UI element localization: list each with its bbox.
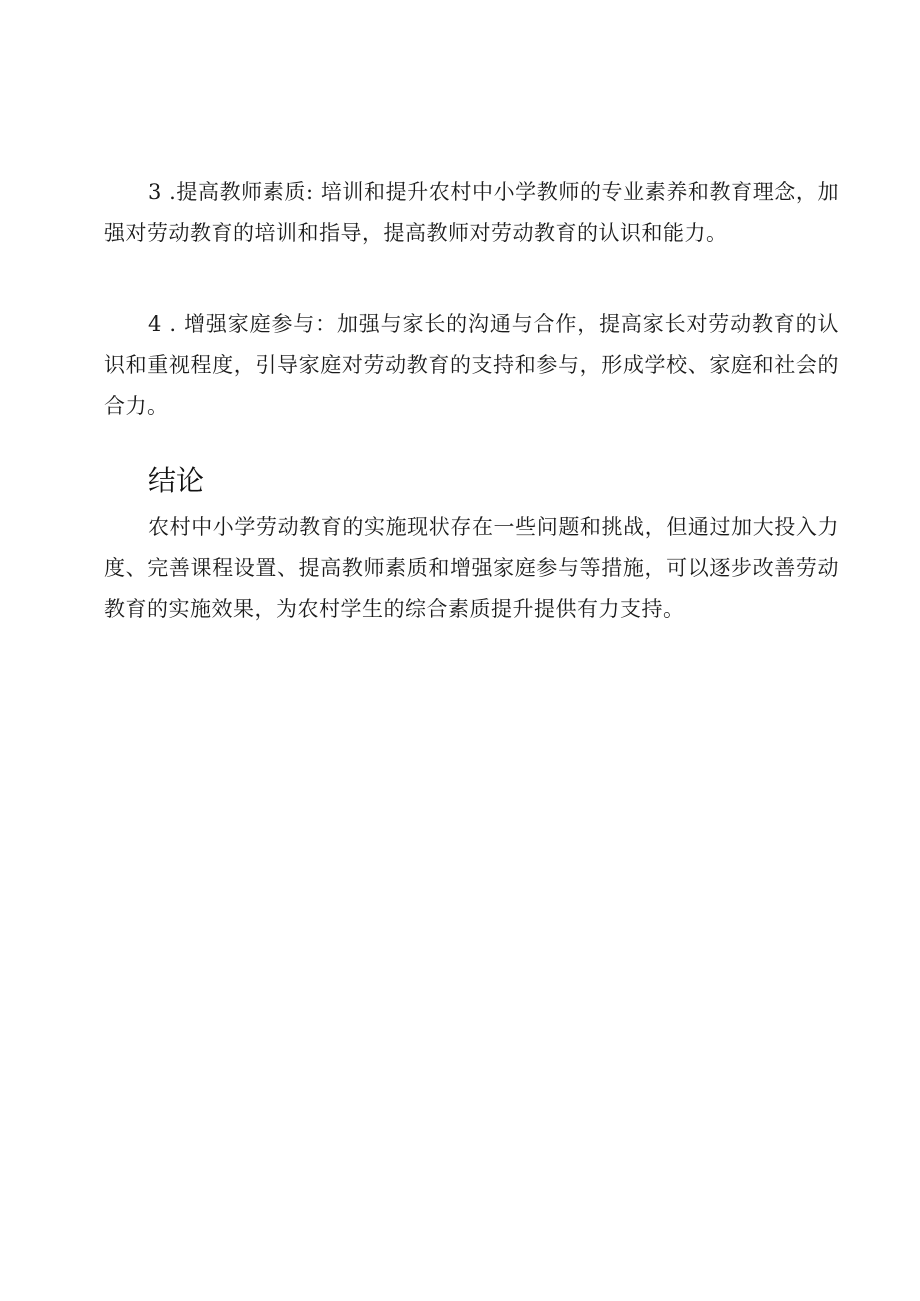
measure-4-paragraph: 4 . 增强家庭参与：加强与家长的沟通与合作，提高家长对劳动教育的认识和重视程度，引导家庭对劳动教育的支持和参与，形成学校、家庭和社会的合力。	[104, 312, 839, 418]
conclusion-heading: 结论	[148, 464, 205, 497]
document-page	[104, 172, 839, 630]
measure-3-paragraph: 3 .提高教师素质: 培训和提升农村中小学教师的专业素养和教育理念，加强对劳动教育的培训和指导，提高教师对劳动教育的认识和能力。	[104, 180, 839, 245]
conclusion-paragraph: 农村中小学劳动教育的实施现状存在一些问题和挑战，但通过加大投入力度、完善课程设置、提高教师素质和增强家庭参与等措施，可以逐步改善劳动教育的实施效果，为农村学生的综合素质提升提供有力支持。	[104, 515, 839, 621]
